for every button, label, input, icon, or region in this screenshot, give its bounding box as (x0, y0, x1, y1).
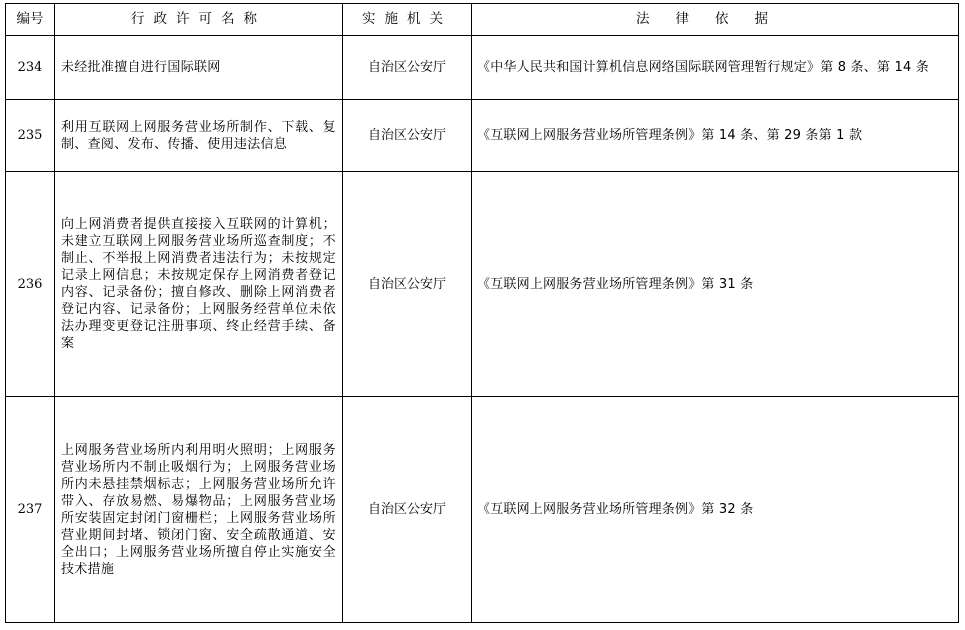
permit-name-text: 利用互联网上网服务营业场所制作、下载、复制、查阅、发布、传播、使用违法信息 (61, 119, 336, 152)
header-legal-basis: 法律依据 (472, 4, 959, 36)
legal-basis (472, 397, 959, 623)
implementing-agency: 自治区公安厅 (343, 100, 472, 172)
table-header-row (6, 4, 959, 36)
permit-name-text: 上网服务营业场所内利用明火照明；上网服务营业场所内不制止吸烟行为；上网服务营业场所内未悬挂禁烟标志；上网服务营业场所允许带入、存放易燃、易爆物品；上网服务营业场所安装固定封闭门窗栅栏；上网服务营业场所营业期间封堵、锁闭门窗、安全疏散通道、安全出口；上网服务营业场所擅自停止实施安全技术措施 (61, 442, 336, 577)
table-row (6, 397, 959, 623)
permit-name-text: 向上网消费者提供直接接入互联网的计算机；未建立互联网上网服务营业场所巡查制度；不制止、不举报上网消费者违法行为；未按规定记录上网信息；未按规定保存上网消费者登记内容、记录备份；擅自修改、删除上网消费者登记内容、记录备份；上网服务经营单位未依法办理变更登记注册事项、终止经营手续、备案 (61, 217, 336, 351)
permit-name-text: 未经批准擅自进行国际联网 (61, 60, 221, 75)
table-row (6, 100, 959, 172)
row-number: 237 (6, 397, 55, 623)
legal-basis-text: 《互联网上网服务营业场所管理条例》第 31 条 (477, 276, 754, 292)
legal-basis (472, 36, 959, 100)
implementing-agency: 自治区公安厅 (343, 172, 472, 397)
table-row (6, 36, 959, 100)
header-permit-name: 行政许可名称 (55, 4, 343, 36)
table-row (6, 172, 959, 397)
permit-table (5, 3, 959, 623)
permit-name (55, 172, 343, 397)
permit-name (55, 397, 343, 623)
header-number: 编号 (6, 4, 55, 36)
row-number: 236 (6, 172, 55, 397)
implementing-agency: 自治区公安厅 (343, 397, 472, 623)
legal-basis-text: 《互联网上网服务营业场所管理条例》第 32 条 (477, 502, 754, 517)
row-number: 234 (6, 36, 55, 100)
implementing-agency: 自治区公安厅 (343, 36, 472, 100)
permit-name (55, 100, 343, 172)
row-number: 235 (6, 100, 55, 172)
legal-basis-text: 《中华人民共和国计算机信息网络国际联网管理暂行规定》第 8 条、第 14 条 (477, 60, 929, 75)
legal-basis-text: 《互联网上网服务营业场所管理条例》第 14 条、第 29 条第 1 款 (477, 128, 863, 143)
legal-basis (472, 100, 959, 172)
legal-basis (472, 172, 959, 397)
header-implementing-agency: 实施机关 (343, 4, 472, 36)
permit-name (55, 36, 343, 100)
